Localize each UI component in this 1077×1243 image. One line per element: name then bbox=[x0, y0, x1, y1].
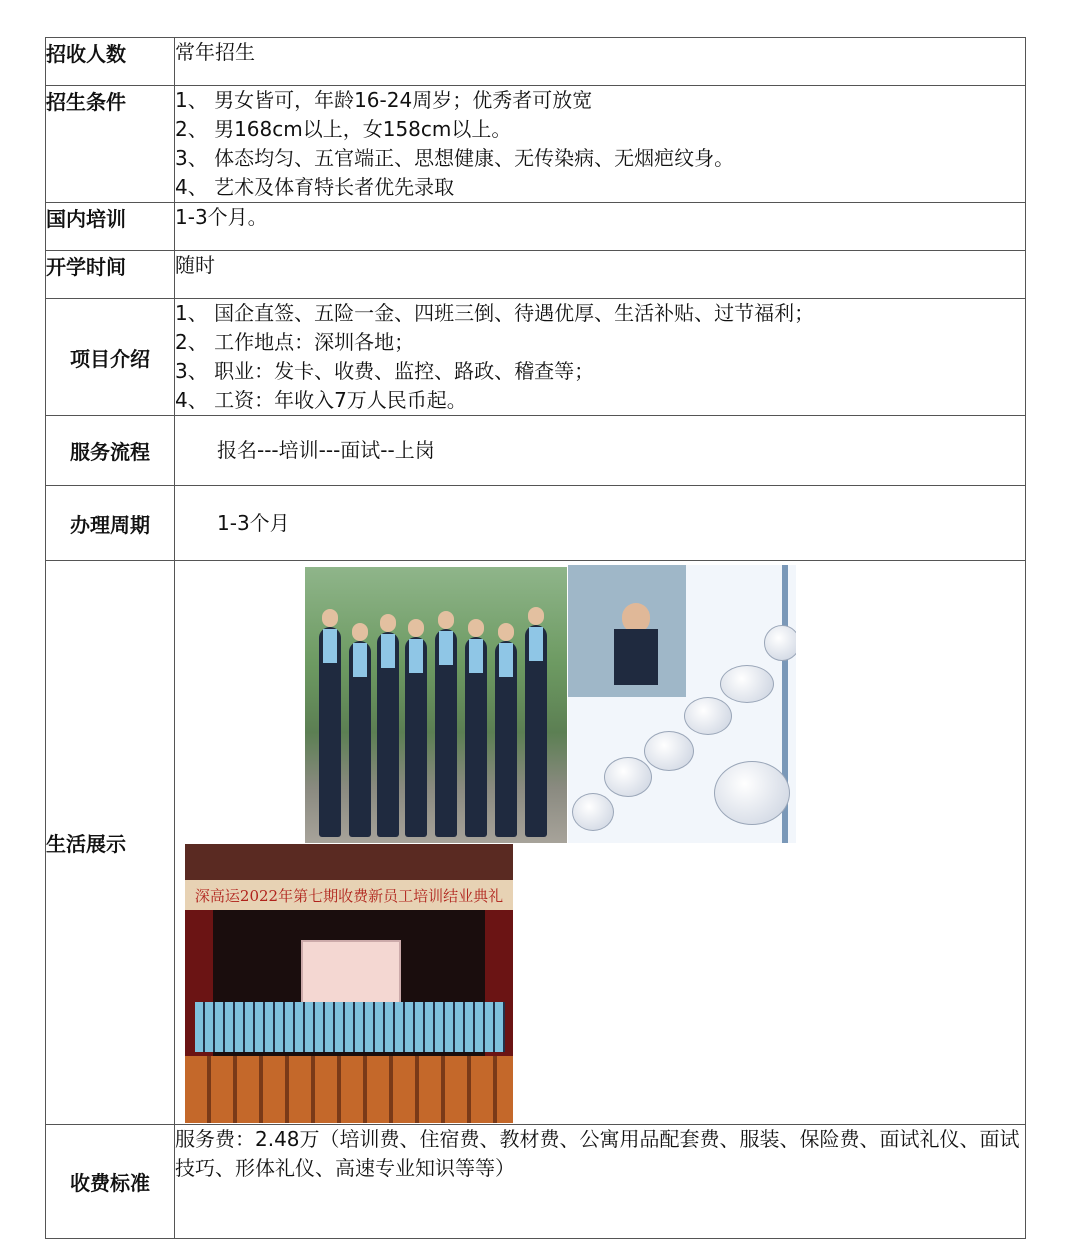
value-training: 1-3个月。 bbox=[175, 203, 1026, 251]
value-start: 随时 bbox=[175, 251, 1026, 299]
diagram-bubble bbox=[604, 757, 652, 797]
diagram-bubble bbox=[684, 697, 732, 735]
label-training: 国内培训 bbox=[46, 203, 175, 251]
project-item: 3、 职业：发卡、收费、监控、路政、稽查等； bbox=[175, 359, 595, 383]
value-fees: 服务费：2.48万（培训费、住宿费、教材费、公寓用品配套费、服装、保险费、面试礼仪、面试技巧、形体礼仪、高速专业知识等等） bbox=[175, 1125, 1026, 1239]
diagram-bubble bbox=[764, 625, 796, 661]
row-start bbox=[46, 251, 1026, 299]
label-process: 服务流程 bbox=[46, 416, 175, 486]
label-period: 办理周期 bbox=[46, 486, 175, 561]
row-training bbox=[46, 203, 1026, 251]
row-fees bbox=[46, 1125, 1026, 1239]
value-conditions bbox=[175, 86, 1026, 203]
ceremony-photo bbox=[185, 844, 513, 1123]
label-project: 项目介绍 bbox=[46, 299, 175, 416]
diagram-bubble bbox=[644, 731, 694, 771]
label-enroll-count: 招收人数 bbox=[46, 38, 175, 86]
value-enroll-count: 常年招生 bbox=[175, 38, 1026, 86]
label-start: 开学时间 bbox=[46, 251, 175, 299]
booth-photo bbox=[568, 565, 796, 843]
diagram-bubble bbox=[720, 665, 774, 703]
label-conditions: 招生条件 bbox=[46, 86, 175, 203]
row-process bbox=[46, 416, 1026, 486]
label-fees: 收费标准 bbox=[46, 1125, 175, 1239]
condition-item: 3、 体态均匀、五官端正、思想健康、无传染病、无烟疤纹身。 bbox=[175, 146, 735, 170]
project-item: 1、 国企直签、五险一金、四班三倒、待遇优厚、生活补贴、过节福利； bbox=[175, 301, 815, 325]
ceremony-banner: 深高运2022年第七期收费新员工培训结业典礼 bbox=[185, 880, 513, 910]
diagram-bubble bbox=[572, 793, 614, 831]
row-life bbox=[46, 561, 1026, 1125]
row-conditions bbox=[46, 86, 1026, 203]
life-photos bbox=[175, 561, 1026, 1125]
project-item: 4、 工资：年收入7万人民币起。 bbox=[175, 388, 467, 412]
team-photo bbox=[305, 567, 567, 843]
label-life: 生活展示 bbox=[46, 561, 175, 1125]
value-project bbox=[175, 299, 1026, 416]
value-period: 1-3个月 bbox=[175, 486, 1026, 561]
condition-item: 1、 男女皆可，年龄16-24周岁；优秀者可放宽 bbox=[175, 88, 593, 112]
info-table bbox=[45, 37, 1026, 1239]
condition-item: 4、 艺术及体育特长者优先录取 bbox=[175, 175, 455, 199]
diagram-cloud bbox=[714, 761, 790, 825]
row-project bbox=[46, 299, 1026, 416]
row-period bbox=[46, 486, 1026, 561]
row-enroll-count bbox=[46, 38, 1026, 86]
condition-item: 2、 男168cm以上，女158cm以上。 bbox=[175, 117, 512, 141]
value-process: 报名---培训---面试--上岗 bbox=[175, 416, 1026, 486]
project-item: 2、 工作地点：深圳各地； bbox=[175, 330, 415, 354]
